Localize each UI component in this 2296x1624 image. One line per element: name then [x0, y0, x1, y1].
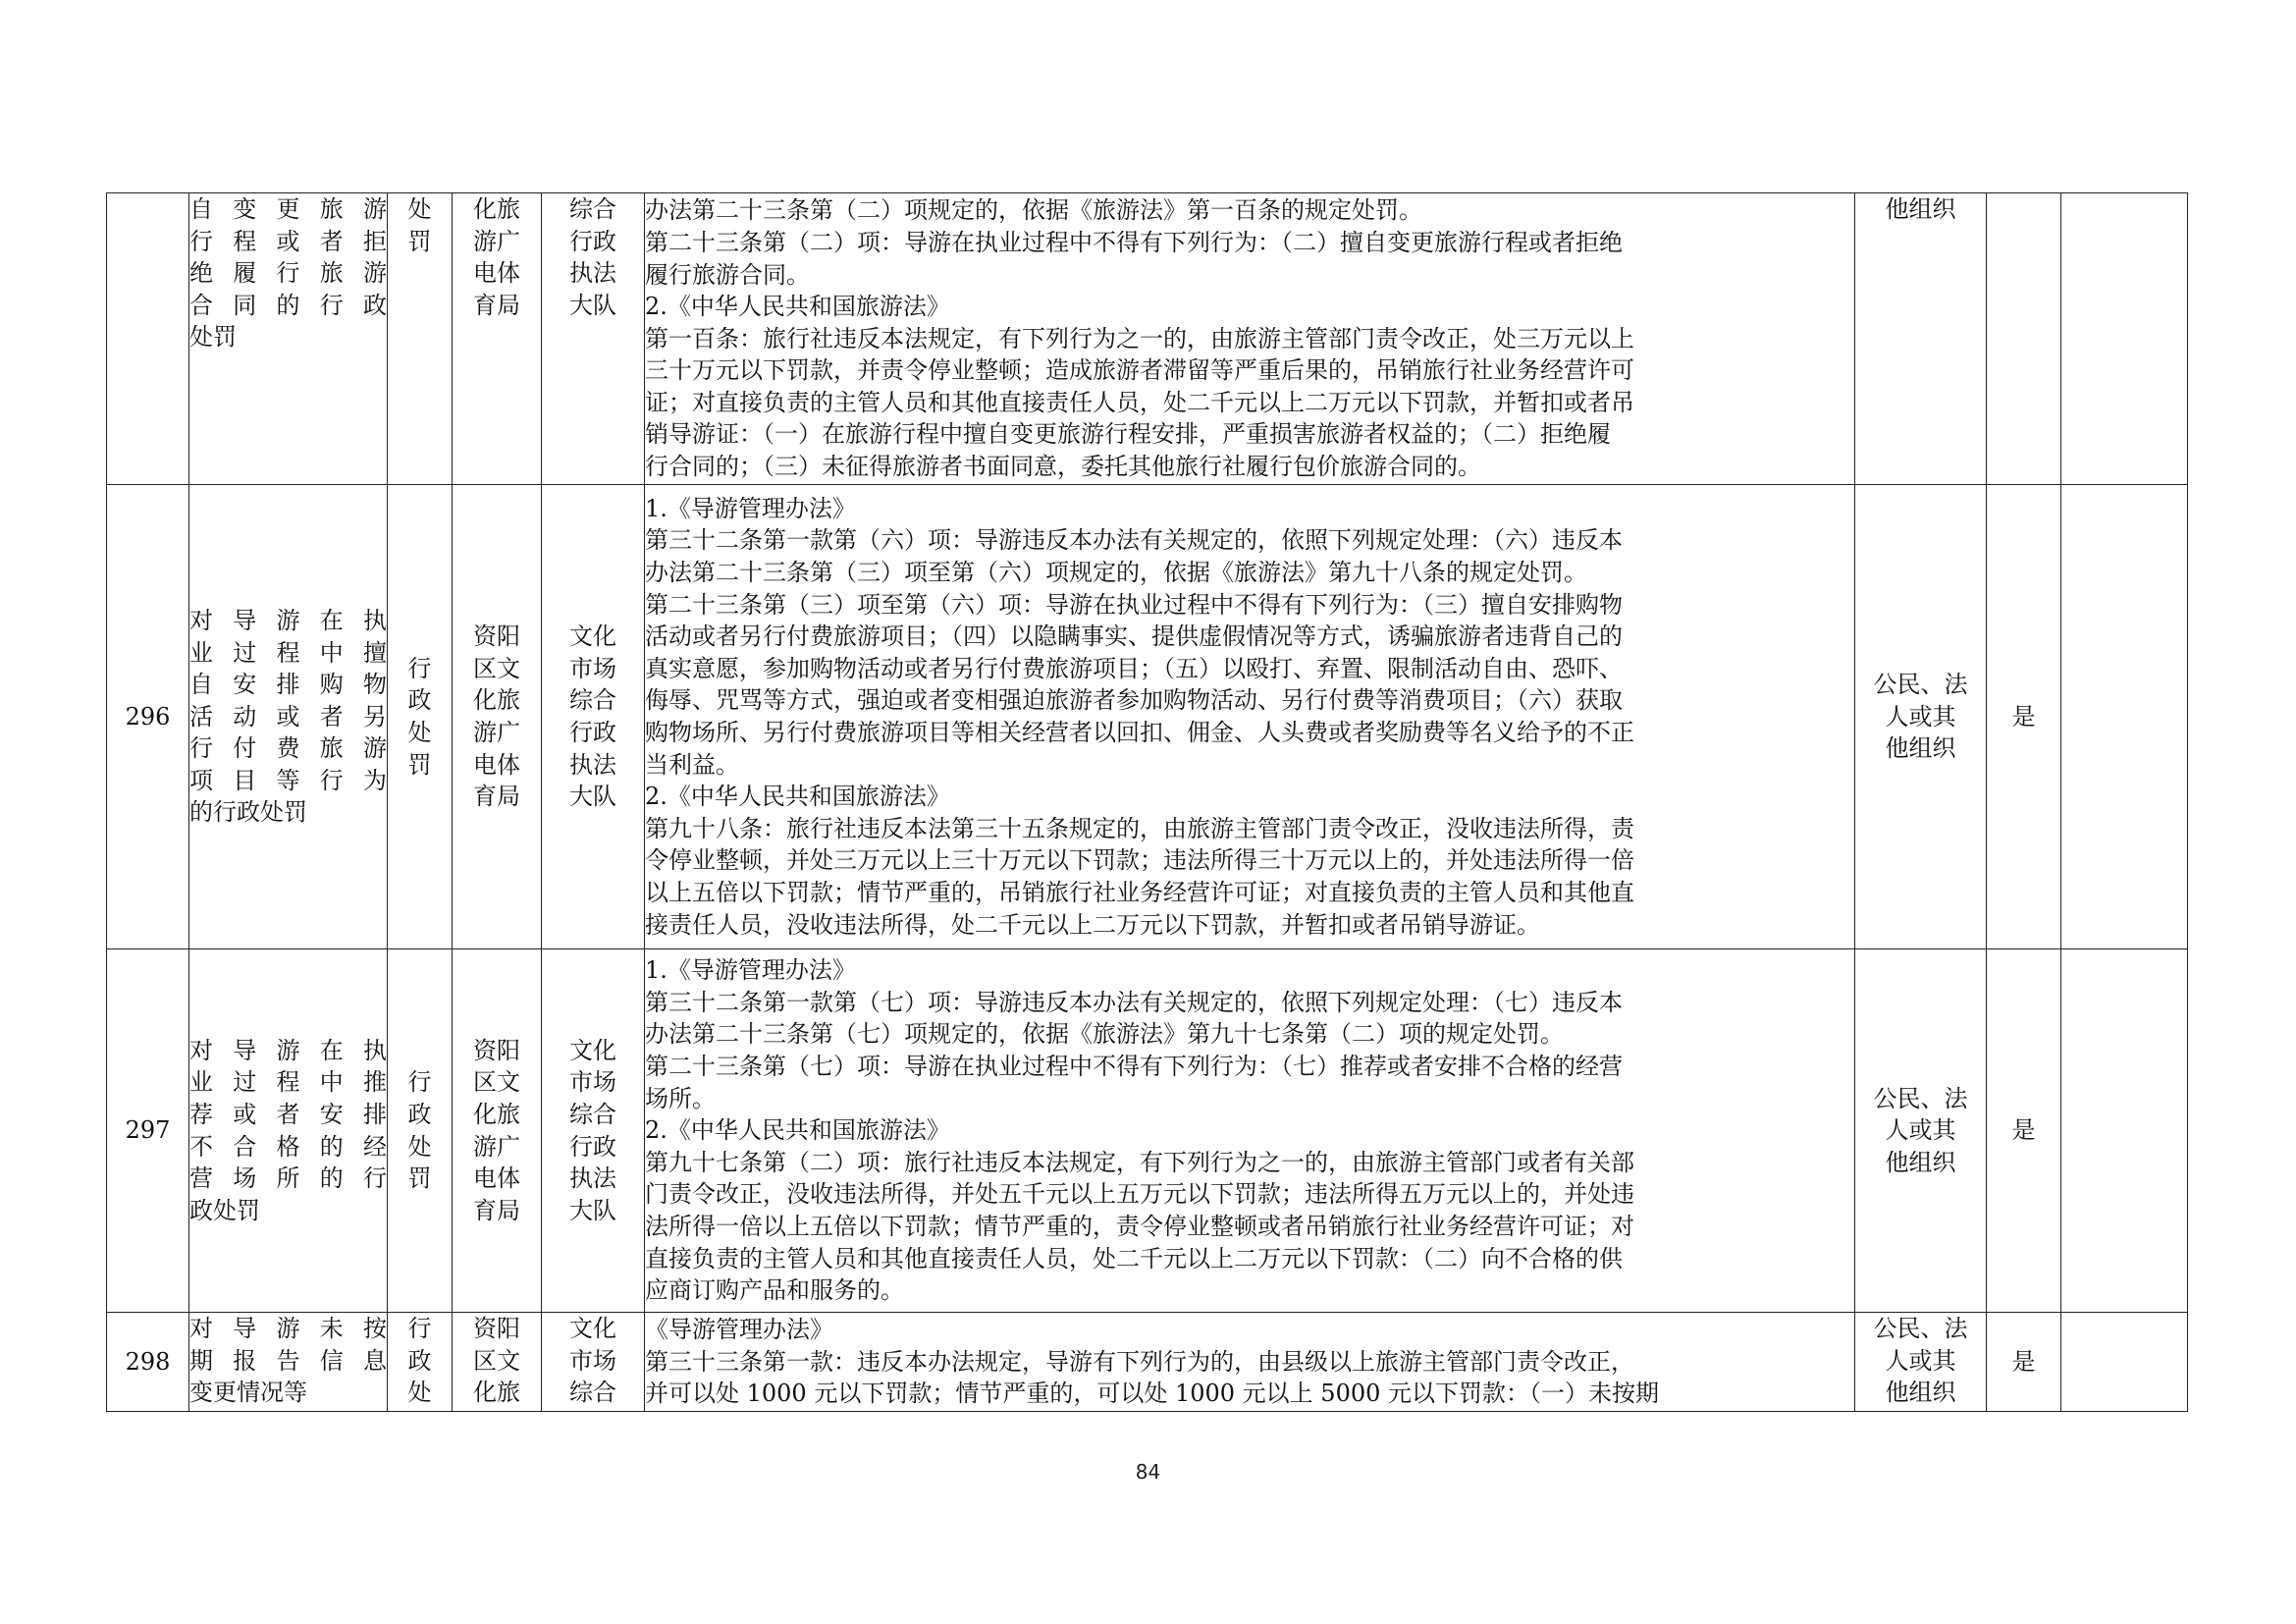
implementing-department-line: 资阳 [473, 1036, 520, 1064]
legal-basis-line: 三十万元以下罚款，并责令停业整顿；造成旅游者滞留等严重后果的，吊销旅行社业务经营许可 [645, 356, 1634, 385]
item-name-line: 业过程中推 [189, 1068, 387, 1097]
legal-basis-line: 办法第二十三条第（七）项规定的，依据《旅游法》第九十七条第（二）项的规定处罚。 [645, 1020, 1564, 1049]
enforcement-unit [542, 193, 645, 485]
penalty-category-line: 罚 [407, 750, 432, 779]
enforcement-unit-line: 文化 [569, 1315, 616, 1342]
enforcement-unit-line: 执法 [569, 750, 616, 779]
page-number: 84 [1135, 1460, 1161, 1484]
table-row [107, 485, 2188, 949]
empty-cell [2061, 193, 2188, 485]
penalty-category-line: 行 [407, 1068, 432, 1097]
enforcement-unit-line: 大队 [569, 1196, 616, 1224]
legal-basis [645, 193, 1855, 485]
target-object [1855, 949, 1987, 1313]
applicability-flag: 是 [1987, 949, 2061, 1313]
legal-basis-line: 当利益。 [645, 750, 739, 779]
enforcement-unit-line: 综合 [569, 195, 616, 223]
applicability-flag: 是 [1987, 1313, 2061, 1412]
legal-basis-line: 第一百条：旅行社违反本法规定，有下列行为之一的，由旅游主管部门责令改正，处三万元以上 [645, 324, 1634, 352]
implementing-department-line: 区文 [473, 654, 520, 682]
target-object-line: 人或其 [1885, 1116, 1956, 1145]
item-name-line: 营场所的行 [189, 1164, 387, 1193]
penalty-category-line: 处 [407, 1379, 432, 1407]
legal-basis-line: 第九十七条第（二）项：旅行社违反本法规定，有下列行为之一的，由旅游主管部门或者有关部 [645, 1148, 1634, 1176]
legal-basis-line: 第二十三条第（七）项：导游在执业过程中不得有下列行为：（七）推荐或者安排不合格的经营 [645, 1053, 1623, 1081]
applicability-flag: 是 [1987, 485, 2061, 949]
target-object-line: 他组织 [1885, 1379, 1956, 1407]
item-name-line: 荐或者安排 [189, 1100, 387, 1128]
item-number: 298 [107, 1313, 189, 1412]
penalty-category-line: 处 [407, 719, 432, 746]
enforcement-unit-line: 大队 [569, 783, 616, 811]
implementing-department-line: 游广 [473, 1132, 520, 1161]
implementing-department [453, 485, 542, 949]
item-name-line: 政处罚 [189, 1196, 260, 1224]
legal-basis-line: 办法第二十三条第（三）项至第（六）项规定的，依据《旅游法》第九十八条的规定处罚。 [645, 559, 1587, 587]
legal-basis-line: 1.《导游管理办法》 [645, 494, 856, 522]
legal-basis-line: 2.《中华人民共和国旅游法》 [645, 293, 950, 321]
item-name-line: 对导游未按 [189, 1315, 387, 1342]
target-object-line: 公民、法 [1873, 671, 1968, 699]
implementing-department-line: 化旅 [473, 1100, 520, 1128]
legal-basis-line: 2.《中华人民共和国旅游法》 [645, 1116, 950, 1145]
item-name-line: 项目等行为 [189, 766, 387, 794]
implementing-department [453, 949, 542, 1313]
implementing-department-line: 化旅 [473, 686, 520, 715]
enforcement-unit-line: 综合 [569, 1100, 616, 1128]
implementing-department-line: 游广 [473, 227, 520, 255]
enforcement-unit-line: 文化 [569, 623, 616, 651]
target-object-line: 他组织 [1885, 195, 1956, 223]
legal-basis-line: 令停业整顿，并处三万元以上三十万元以下罚款；违法所得三十万元以上的，并处违法所得一倍 [645, 846, 1634, 875]
item-name-line: 业过程中擅 [189, 638, 387, 667]
empty-cell [2061, 1313, 2188, 1412]
target-object [1855, 1313, 1987, 1412]
penalty-category-line: 政 [407, 1100, 432, 1128]
implementing-department-line: 育局 [473, 1196, 520, 1224]
legal-basis-line: 购物场所、另行付费旅游项目等相关经营者以回扣、佣金、人头费或者奖励费等名义给予的不正 [645, 719, 1634, 746]
implementing-department-line: 育局 [473, 291, 520, 319]
implementing-department-line: 电体 [473, 1164, 520, 1193]
enforcement-unit-line: 文化 [569, 1036, 616, 1064]
item-name [189, 949, 388, 1313]
item-name-line: 自安排购物 [189, 671, 387, 699]
legal-basis-line: 法所得一倍以上五倍以下罚款；情节严重的，责令停业整顿或者吊销旅行社业务经营许可证；对 [645, 1212, 1634, 1240]
penalty-items-table [106, 192, 2188, 1412]
enforcement-unit-line: 执法 [569, 259, 616, 288]
legal-basis-line: 第三十二条第一款第（七）项：导游违反本办法有关规定的，依照下列规定处理：（七）违反本 [645, 988, 1623, 1016]
enforcement-unit-line: 综合 [569, 1379, 616, 1407]
implementing-department-line: 电体 [473, 750, 520, 779]
enforcement-unit-line: 行政 [569, 1132, 616, 1161]
penalty-category [388, 193, 453, 485]
enforcement-unit-line: 市场 [569, 1346, 616, 1375]
legal-basis-line: 2.《中华人民共和国旅游法》 [645, 783, 950, 811]
enforcement-unit-line: 行政 [569, 227, 616, 255]
item-name-line: 自变更旅游 [189, 195, 387, 223]
legal-basis-line: 并可以处 1000 元以下罚款；情节严重的，可以处 1000 元以上 5000 元以下罚款：（一）未按期 [645, 1380, 1660, 1408]
target-object-line: 公民、法 [1873, 1084, 1968, 1112]
enforcement-unit-line: 市场 [569, 1068, 616, 1097]
target-object-line: 他组织 [1885, 1148, 1956, 1176]
penalty-category-line: 政 [407, 1346, 432, 1375]
item-name-line: 活动或者另 [189, 702, 387, 731]
item-name [189, 485, 388, 949]
penalty-category-line: 罚 [407, 227, 432, 255]
enforcement-unit [542, 1313, 645, 1412]
penalty-category-line: 行 [407, 1315, 432, 1342]
enforcement-unit-line: 大队 [569, 291, 616, 319]
item-name-line: 合同的行政 [189, 291, 387, 319]
target-object-line: 人或其 [1885, 1346, 1956, 1375]
target-object-line: 人或其 [1885, 702, 1956, 731]
implementing-department-line: 电体 [473, 259, 520, 288]
applicability-flag [1987, 193, 2061, 485]
item-name-line: 处罚 [189, 323, 237, 352]
legal-basis-line: 以上五倍以下罚款；情节严重的，吊销旅行社业务经营许可证；对直接负责的主管人员和其他直 [645, 878, 1634, 906]
empty-cell [2061, 485, 2188, 949]
table-row [107, 1313, 2188, 1412]
legal-basis-line: 侮辱、咒骂等方式，强迫或者变相强迫旅游者参加购物活动、另行付费等消费项目；（六）获取 [645, 686, 1623, 715]
legal-basis-line: 门责令改正，没收违法所得，并处五千元以上五万元以下罚款；违法所得五万元以上的，并处违 [645, 1180, 1634, 1209]
enforcement-unit-line: 执法 [569, 1164, 616, 1193]
legal-basis [645, 949, 1855, 1313]
item-name [189, 193, 388, 485]
legal-basis [645, 1313, 1855, 1412]
implementing-department-line: 资阳 [473, 1315, 520, 1342]
implementing-department-line: 区文 [473, 1346, 520, 1375]
enforcement-unit-line: 综合 [569, 686, 616, 715]
penalty-category-line: 处 [407, 195, 432, 223]
item-number [107, 193, 189, 485]
legal-basis-line: 证；对直接负责的主管人员和其他直接责任人员，处二千元以上二万元以下罚款，并暂扣或者吊 [645, 388, 1634, 416]
item-name-line: 的行政处罚 [189, 798, 307, 827]
enforcement-unit [542, 949, 645, 1313]
legal-basis-line: 《导游管理办法》 [645, 1316, 833, 1344]
legal-basis-line: 应商订购产品和服务的。 [645, 1276, 904, 1305]
item-name-line: 对导游在执 [189, 1036, 387, 1064]
legal-basis-line: 直接负责的主管人员和其他直接责任人员，处二千元以上二万元以下罚款：（二）向不合格的供 [645, 1244, 1623, 1272]
legal-basis-line: 接责任人员，没收违法所得，处二千元以上二万元以下罚款，并暂扣或者吊销导游证。 [645, 910, 1540, 939]
implementing-department-line: 游广 [473, 719, 520, 746]
legal-basis-line: 真实意愿，参加购物活动或者另行付费旅游项目；（五）以殴打、弃置、限制活动自由、恐吓、 [645, 654, 1623, 682]
implementing-department-line: 区文 [473, 1068, 520, 1097]
legal-basis-line: 履行旅游合同。 [645, 260, 810, 289]
empty-cell [2061, 949, 2188, 1313]
penalty-category [388, 949, 453, 1313]
enforcement-unit-line: 市场 [569, 654, 616, 682]
legal-basis-line: 办法第二十三条第（二）项规定的，依据《旅游法》第一百条的规定处罚。 [645, 196, 1422, 225]
penalty-category-line: 行 [407, 654, 432, 682]
item-number: 296 [107, 485, 189, 949]
penalty-category [388, 1313, 453, 1412]
enforcement-unit-line: 行政 [569, 719, 616, 746]
implementing-department-line: 育局 [473, 783, 520, 811]
legal-basis-line: 销导游证：（一）在旅游行程中擅自变更旅游行程安排，严重损害旅游者权益的；（二）拒绝履 [645, 420, 1611, 449]
table-row [107, 193, 2188, 485]
item-name-line: 绝履行旅游 [189, 259, 387, 288]
item-name [189, 1313, 388, 1412]
item-name-line: 变更情况等 [189, 1379, 307, 1407]
table-row [107, 949, 2188, 1313]
target-object [1855, 193, 1987, 485]
legal-basis-line: 场所。 [645, 1084, 716, 1112]
item-name-line: 对导游在执 [189, 606, 387, 634]
item-name-line: 行付费旅游 [189, 734, 387, 763]
penalty-category [388, 485, 453, 949]
legal-basis-line: 行合同的；（三）未征得旅游者书面同意，委托其他旅行社履行包价旅游合同的。 [645, 453, 1481, 481]
target-object [1855, 485, 1987, 949]
penalty-category-line: 罚 [407, 1164, 432, 1193]
legal-basis-line: 第三十二条第一款第（六）项：导游违反本办法有关规定的，依照下列规定处理：（六）违反本 [645, 526, 1623, 555]
item-name-line: 不合格的经 [189, 1132, 387, 1161]
implementing-department-line: 化旅 [473, 1379, 520, 1407]
legal-basis [645, 485, 1855, 949]
target-object-line: 公民、法 [1873, 1315, 1968, 1342]
legal-basis-line: 第九十八条：旅行社违反本法第三十五条规定的，由旅游主管部门责令改正，没收违法所得，责 [645, 814, 1634, 842]
implementing-department [453, 1313, 542, 1412]
item-number: 297 [107, 949, 189, 1313]
implementing-department-line: 资阳 [473, 623, 520, 651]
penalty-category-line: 处 [407, 1132, 432, 1161]
target-object-line: 他组织 [1885, 734, 1956, 763]
item-name-line: 期报告信息 [189, 1346, 387, 1375]
legal-basis-line: 第三十三条第一款：违反本办法规定，导游有下列行为的，由县级以上旅游主管部门责令改正， [645, 1347, 1634, 1376]
legal-basis-line: 活动或者另行付费旅游项目；（四）以隐瞒事实、提供虚假情况等方式，诱骗旅游者违背自己的 [645, 623, 1623, 651]
legal-basis-line: 1.《导游管理办法》 [645, 956, 856, 985]
legal-basis-line: 第二十三条第（二）项：导游在执业过程中不得有下列行为：（二）擅自变更旅游行程或者拒绝 [645, 228, 1623, 256]
legal-basis-line: 第二十三条第（三）项至第（六）项：导游在执业过程中不得有下列行为：（三）擅自安排购物 [645, 590, 1623, 619]
penalty-category-line: 政 [407, 686, 432, 715]
implementing-department [453, 193, 542, 485]
implementing-department-line: 化旅 [473, 195, 520, 223]
enforcement-unit [542, 485, 645, 949]
item-name-line: 行程或者拒 [189, 227, 387, 255]
